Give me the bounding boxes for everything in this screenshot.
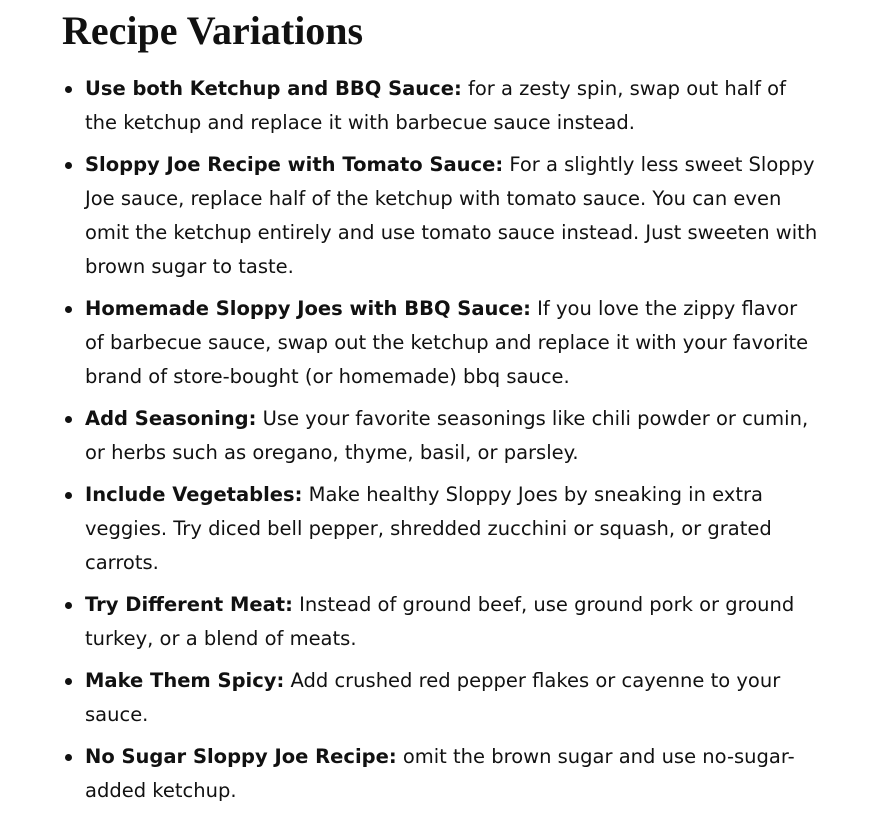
list-item (85, 664, 822, 732)
list-item (85, 148, 822, 284)
item-text: omit the brown sugar and use no-sugar-added ketchup. (85, 745, 795, 802)
bullet-icon (65, 306, 72, 313)
bullet-icon (65, 416, 72, 423)
list-item (85, 478, 822, 580)
list-item (85, 292, 822, 394)
bullet-icon (65, 86, 72, 93)
item-text: If you love the zippy flavor of barbecue sauce, swap out the ketchup and replace it with your favorite brand of store-bought (or homemade) bbq sauce. (85, 297, 809, 388)
list-item (85, 72, 822, 140)
bullet-icon (65, 678, 72, 685)
item-heading: Try Different Meat: (85, 593, 293, 616)
list-item (85, 402, 822, 470)
page-title: Recipe Variations (62, 8, 364, 53)
bullet-icon (65, 162, 72, 169)
item-text: Use your favorite seasonings like chili powder or cumin, or herbs such as oregano, thyme, basil, or parsley. (85, 407, 809, 464)
variations-list (62, 72, 822, 808)
item-text: Instead of ground beef, use ground pork or ground turkey, or a blend of meats. (85, 593, 795, 650)
item-heading: Homemade Sloppy Joes with BBQ Sauce: (85, 297, 531, 320)
item-text: Add crushed red pepper flakes or cayenne to your sauce. (85, 669, 781, 726)
item-heading: Add Seasoning: (85, 407, 257, 430)
item-text: For a slightly less sweet Sloppy Joe sauce, replace half of the ketchup with tomato sauce. You can even omit the ketchup entirely and use tomato sauce instead. Just sweeten with brown sugar to taste. (85, 153, 818, 278)
article-content (62, 8, 822, 816)
item-text: for a zesty spin, swap out half of the ketchup and replace it with barbecue sauce instead. (85, 77, 786, 134)
list-item (85, 588, 822, 656)
item-heading: Sloppy Joe Recipe with Tomato Sauce: (85, 153, 504, 176)
item-heading: Use both Ketchup and BBQ Sauce: (85, 77, 462, 100)
bullet-icon (65, 602, 72, 609)
bullet-icon (65, 754, 72, 761)
item-heading: Make Them Spicy: (85, 669, 285, 692)
list-item (85, 740, 822, 808)
item-heading: No Sugar Sloppy Joe Recipe: (85, 745, 397, 768)
item-text: Make healthy Sloppy Joes by sneaking in extra veggies. Try diced bell pepper, shredded zucchini or squash, or grated carrots. (85, 483, 772, 574)
bullet-icon (65, 492, 72, 499)
item-heading: Include Vegetables: (85, 483, 303, 506)
